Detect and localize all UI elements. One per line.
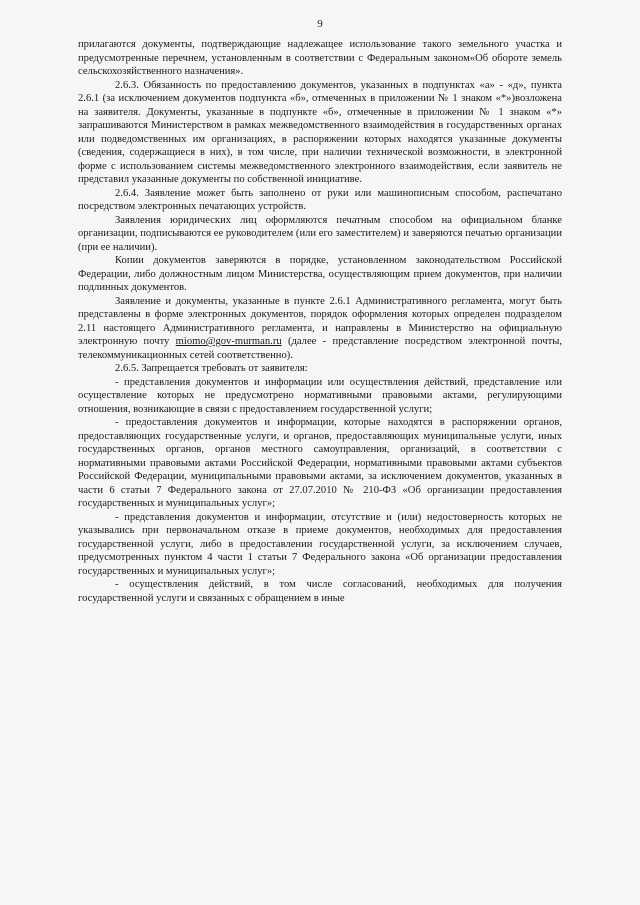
document-body <box>78 38 562 605</box>
paragraph-electronic <box>78 295 562 363</box>
list-item-prohibition-3: - представления документов и информации, отсутствие и (или) недостоверность которых не указывались при первоначальном отказе в приеме документов, необходимых для предоставления государственной услуги, либо в предоставлении государственной услуги, за исключением случаев, предусмотренных пунктом 4 части 1 статьи 7 Федерального закона «Об организации предоставления государственных и муниципальных услуг»; <box>78 511 562 577</box>
paragraph-continuation: прилагаются документы, подтверждающие надлежащее использование такого земельного участка и предусмотренные перечнем, установленным в соответствии с Федеральным законом«Об обороте земель сельскохозяйственного назначения». <box>78 39 562 77</box>
paragraph-legal-entities: Заявления юридических лиц оформляются печатным способом на официальном бланке организации, подписываются ее руководителем (или его заместителем) и заверяются печатью организации (при ее наличии). <box>78 214 562 253</box>
list-item-prohibition-2: - предоставления документов и информации, которые находятся в распоряжении органов, предоставляющих государственные услуги, и органов, предоставляющих муниципальные услуги, иных государственных органов, органов местного самоуправления, организаций, в соответствии с нормативными правовыми актами Российской Федерации, нормативными правовыми актами субъектов Российской Федерации, муниципальными правовыми актами, за исключением документов, указанных в части 6 статьи 7 Федерального закона от 27.07.2010 № 210-ФЗ «Об организации предоставления государственных и муниципальных услуг»; <box>78 417 562 509</box>
paragraph-2-6-5: 2.6.5. Запрещается требовать от заявителя: <box>115 363 308 374</box>
paragraph-electronic-before: Заявление и документы, указанные в пункте 2.6.1 Административного регламента, могут быть представлены в форме электронных документов, порядок оформления которых определен подразделом 2.11 настоящего Административного регламента, и направлены в Министерство на официальную электронную почту <box>78 295 562 347</box>
list-item-prohibition-1: - представления документов и информации или осуществления действий, представление или осуществление которых не предусмотрено нормативными правовыми актами, регулирующими отношения, возникающие в связи с предоставлением государственной услуги; <box>78 376 562 415</box>
email-link[interactable]: miomo@gov-murman.ru <box>175 336 282 347</box>
paragraph-2-6-4: 2.6.4. Заявление может быть заполнено от руки или машинописным способом, распечатано посредством электронных печатающих устройств. <box>78 187 562 212</box>
page-number: 9 <box>317 18 323 30</box>
paragraph-copies: Копии документов заверяются в порядке, установленном законодательством Российской Федерации, либо должностным лицом Министерства, осуществляющим прием документов, при наличии подлинных документов. <box>78 255 562 293</box>
paragraph-2-6-3: 2.6.3. Обязанность по предоставлению документов, указанных в подпунктах «а» - «д», пункта 2.6.1 (за исключением документов подпункта «б», отмеченных в приложении № 1 знаком «*»)возложена на заявителя. Документы, указанные в подпункте «б», отмеченные в приложении № 1 знаком «*» запрашиваются Министерством в рамках межведомственного взаимодействия в государственных органах или подведомственных им организациях, в распоряжении которых находятся указанные документы (сведения, содержащиеся в них), в том числе, при наличии технической возможности, в электронной форме с использованием системы межведомственного электронного взаимодействия, если заявитель не представил указанные документы по собственной инициативе. <box>78 79 562 185</box>
paragraph-electronic-after: (далее - представление посредством электронной почты, телекоммуникационных сетей соответственно). <box>78 336 563 361</box>
list-item-prohibition-4: - осуществления действий, в том числе согласований, необходимых для получения государственной услуги и связанных с обращением в иные <box>78 579 562 604</box>
